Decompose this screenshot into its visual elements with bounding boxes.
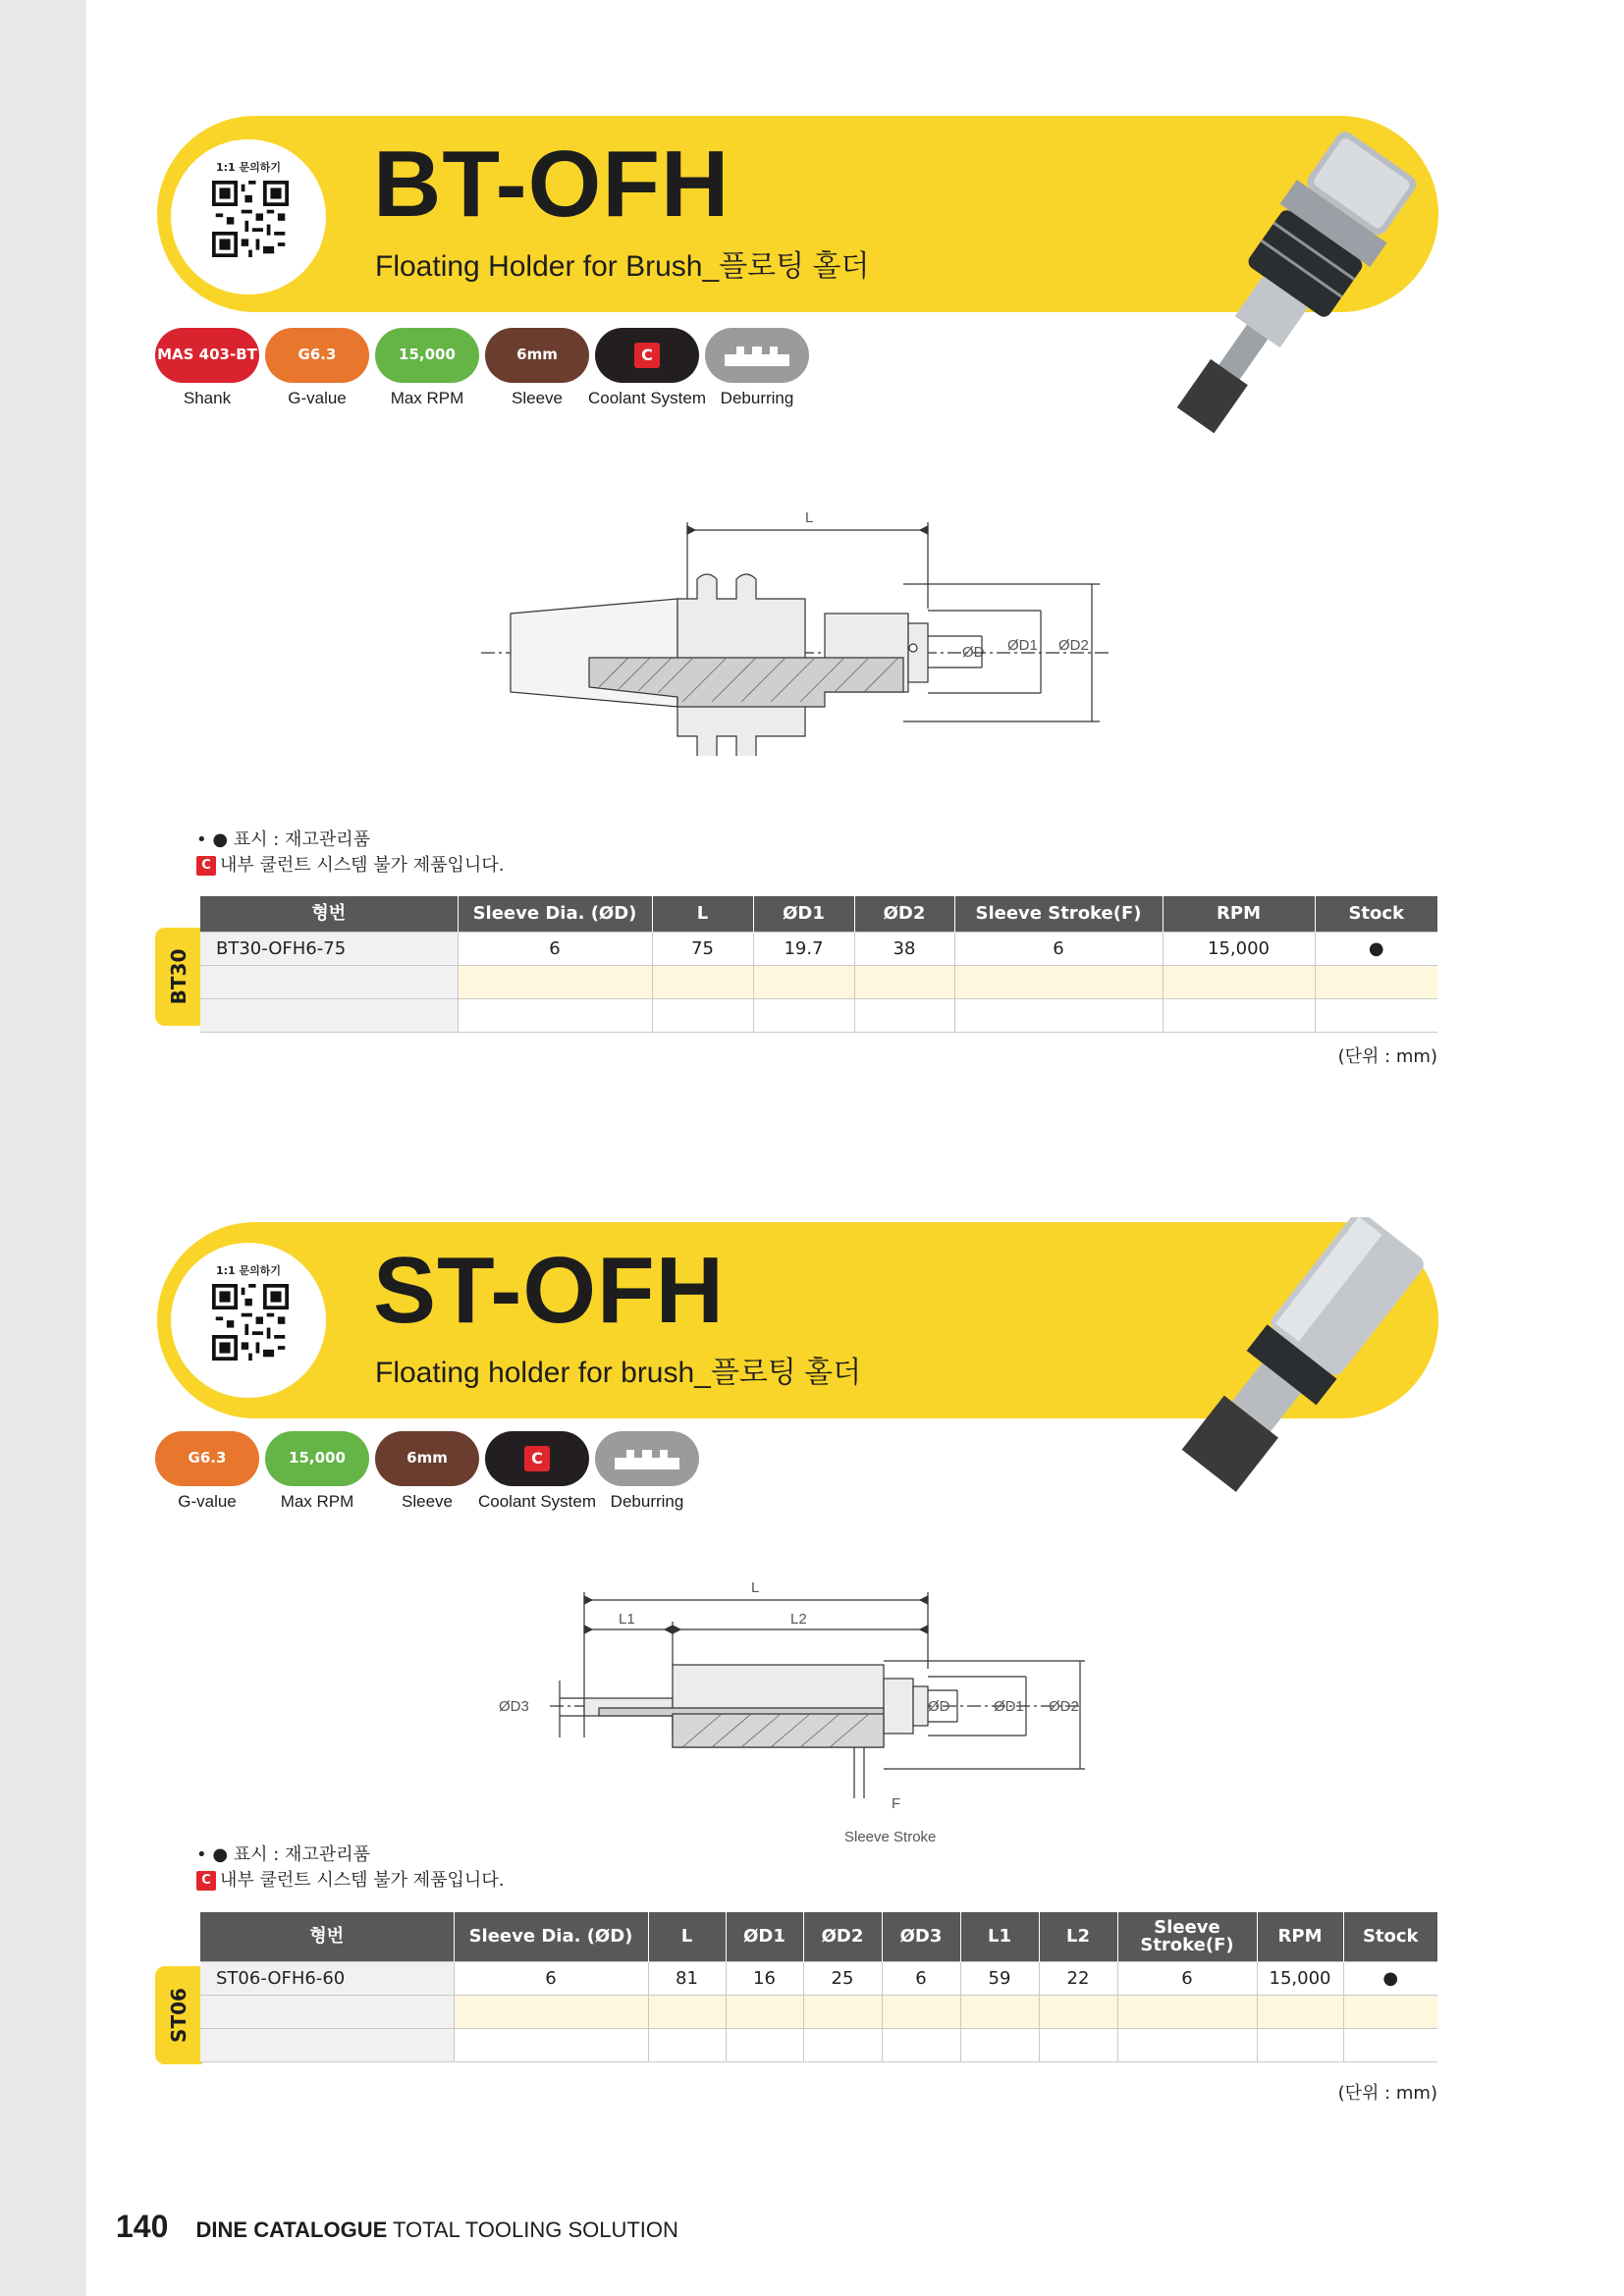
col-d1: ØD1 <box>753 896 854 933</box>
col-d2: ØD2 <box>803 1912 882 1962</box>
product-title: BT-OFH <box>373 132 731 237</box>
badge-g-value <box>265 328 369 408</box>
cell-rpm: 15,000 <box>1257 1962 1343 1996</box>
col-d1: ØD1 <box>726 1912 803 1962</box>
product-title: ST-OFH <box>373 1238 725 1343</box>
cell-d2: 38 <box>854 933 954 966</box>
cell-l: 81 <box>648 1962 726 1996</box>
sleeve-stroke-label: Sleeve Stroke <box>844 1829 937 1845</box>
badge-coolant <box>478 1431 596 1512</box>
badge-label: Sleeve <box>402 1492 453 1511</box>
badge-deburring <box>595 1431 699 1512</box>
badge-g-value <box>155 1431 259 1512</box>
coolant-note-text: 내부 쿨런트 시스템 불가 제품입니다. <box>220 855 505 876</box>
dim-label-l1: L1 <box>619 1611 635 1628</box>
sleeve-pill: 6mm <box>375 1431 479 1486</box>
table-header-row <box>200 896 1437 933</box>
coolant-pill <box>485 1431 589 1486</box>
cell-stock: ● <box>1343 1962 1437 1996</box>
g-value-pill: G6.3 <box>155 1431 259 1486</box>
cell-sleeve-stroke: 6 <box>1117 1962 1257 1996</box>
unit-note: (단위 : mm) <box>1337 2083 1437 2104</box>
g-value-pill: G6.3 <box>265 328 369 383</box>
table-row-empty <box>200 966 1437 999</box>
qr-code-badge[interactable] <box>167 1239 330 1402</box>
badge-label: Sleeve <box>512 389 563 407</box>
dim-label-l2: L2 <box>790 1611 807 1628</box>
badge-label: Max RPM <box>390 389 464 407</box>
col-d3: ØD3 <box>882 1912 960 1962</box>
col-l2: L2 <box>1039 1912 1117 1962</box>
badge-label: Max RPM <box>280 1492 354 1511</box>
spec-table-st-ofh <box>200 1912 1437 2062</box>
stock-note: • ● 표시 : 재고관리품 <box>196 1844 370 1865</box>
dim-label-f: F <box>892 1795 901 1812</box>
col-sleeve-stroke: Sleeve Stroke(F) <box>1117 1912 1257 1962</box>
deburring-icon <box>613 1444 681 1473</box>
col-sleeve-dia: Sleeve Dia. (ØD) <box>458 896 652 933</box>
cell-model: BT30-OFH6-75 <box>200 933 458 966</box>
qr-code-icon <box>212 181 289 257</box>
st-ofh-product-image <box>1110 1217 1453 1522</box>
cell-sleeve-dia: 6 <box>454 1962 648 1996</box>
page-number: 140 <box>116 2209 169 2244</box>
coolant-note <box>196 853 504 879</box>
badge-label: Deburring <box>720 389 794 407</box>
series-tab-label: BT30 <box>167 948 190 1005</box>
page-footer <box>116 2209 678 2245</box>
badge-sleeve <box>485 328 589 408</box>
spec-badges-st-ofh <box>155 1431 699 1512</box>
cell-rpm: 15,000 <box>1163 933 1315 966</box>
badge-label: Coolant System <box>588 389 706 407</box>
coolant-c-icon: C <box>196 1871 216 1891</box>
badge-max-rpm <box>375 328 479 408</box>
bt-ofh-technical-drawing <box>471 501 1119 756</box>
table-row <box>200 933 1437 966</box>
cell-d2: 25 <box>803 1962 882 1996</box>
badge-sleeve <box>375 1431 479 1512</box>
notes-bt-ofh <box>196 828 504 879</box>
col-d2: ØD2 <box>854 896 954 933</box>
col-rpm: RPM <box>1257 1912 1343 1962</box>
qr-code-icon <box>212 1284 289 1361</box>
series-tab-st06 <box>155 1966 202 2064</box>
cell-l1: 59 <box>960 1962 1039 1996</box>
badge-shank <box>155 328 259 408</box>
col-stock: Stock <box>1343 1912 1437 1962</box>
badge-label: G-value <box>288 389 347 407</box>
footer-brand: DINE CATALOGUE <box>195 2217 388 2242</box>
deburring-pill <box>595 1431 699 1486</box>
max-rpm-pill: 15,000 <box>265 1431 369 1486</box>
badge-deburring <box>705 328 809 408</box>
col-model: 형번 <box>200 896 458 933</box>
left-margin-bar <box>0 0 86 2296</box>
deburring-pill <box>705 328 809 383</box>
dim-label-l: L <box>751 1579 760 1596</box>
bt-ofh-product-image <box>1119 116 1453 440</box>
table-row-empty <box>200 2029 1437 2062</box>
cell-l2: 22 <box>1039 1962 1117 1996</box>
table-row-empty <box>200 999 1437 1033</box>
col-sleeve-dia: Sleeve Dia. (ØD) <box>454 1912 648 1962</box>
coolant-note-text: 내부 쿨런트 시스템 불가 제품입니다. <box>220 1870 505 1891</box>
col-l1: L1 <box>960 1912 1039 1962</box>
table-header-row <box>200 1912 1437 1962</box>
dim-label-d: ØD <box>928 1698 950 1715</box>
badge-label: Coolant System <box>478 1492 596 1511</box>
cell-l: 75 <box>652 933 753 966</box>
spec-table-bt-ofh <box>200 896 1437 1033</box>
dim-label-d3: ØD3 <box>499 1698 529 1715</box>
series-tab-label: ST06 <box>167 1988 190 2043</box>
st-ofh-technical-drawing <box>491 1571 1119 1855</box>
sleeve-pill: 6mm <box>485 328 589 383</box>
badge-coolant <box>588 328 706 408</box>
cell-sleeve-stroke: 6 <box>954 933 1163 966</box>
qr-label: 1:1 문의하기 <box>215 161 282 174</box>
cell-sleeve-dia: 6 <box>458 933 652 966</box>
coolant-c-icon: C <box>196 856 216 876</box>
badge-label: Shank <box>183 389 232 407</box>
spec-badges-bt-ofh <box>155 328 809 408</box>
notes-st-ofh <box>196 1842 504 1894</box>
deburring-icon <box>723 341 791 370</box>
col-l: L <box>652 896 753 933</box>
col-l: L <box>648 1912 726 1962</box>
dim-label-d2: ØD2 <box>1058 637 1089 654</box>
coolant-pill <box>595 328 699 383</box>
cell-d1: 16 <box>726 1962 803 1996</box>
dim-label-d2: ØD2 <box>1049 1698 1079 1715</box>
col-sleeve-stroke: Sleeve Stroke(F) <box>954 896 1163 933</box>
unit-note: (단위 : mm) <box>1337 1046 1437 1067</box>
cell-stock: ● <box>1315 933 1437 966</box>
table-row <box>200 1962 1437 1996</box>
col-stock: Stock <box>1315 896 1437 933</box>
qr-code-badge[interactable] <box>167 135 330 298</box>
coolant-c-icon: C <box>524 1446 550 1471</box>
dim-label-d1: ØD1 <box>1007 637 1038 654</box>
stock-note: • ● 표시 : 재고관리품 <box>196 829 370 850</box>
coolant-c-icon: C <box>634 343 660 368</box>
table-row-empty <box>200 1996 1437 2029</box>
cell-model: ST06-OFH6-60 <box>200 1962 454 1996</box>
cell-d3: 6 <box>882 1962 960 1996</box>
coolant-note <box>196 1868 504 1894</box>
max-rpm-pill: 15,000 <box>375 328 479 383</box>
product-subtitle: Floating Holder for Brush_플로팅 홀더 <box>375 250 870 283</box>
dim-label-d1: ØD1 <box>994 1698 1024 1715</box>
qr-label: 1:1 문의하기 <box>215 1264 282 1277</box>
dim-label-l: L <box>805 509 814 526</box>
col-model: 형번 <box>200 1912 454 1962</box>
product-subtitle: Floating holder for brush_플로팅 홀더 <box>375 1357 862 1389</box>
shank-pill: MAS 403-BT <box>155 328 259 383</box>
footer-tagline: TOTAL TOOLING SOLUTION <box>392 2217 678 2242</box>
badge-label: G-value <box>178 1492 237 1511</box>
series-tab-bt30 <box>155 928 202 1026</box>
col-rpm: RPM <box>1163 896 1315 933</box>
cell-d1: 19.7 <box>753 933 854 966</box>
badge-max-rpm <box>265 1431 369 1512</box>
badge-label: Deburring <box>610 1492 684 1511</box>
dim-label-d: ØD <box>962 644 985 661</box>
